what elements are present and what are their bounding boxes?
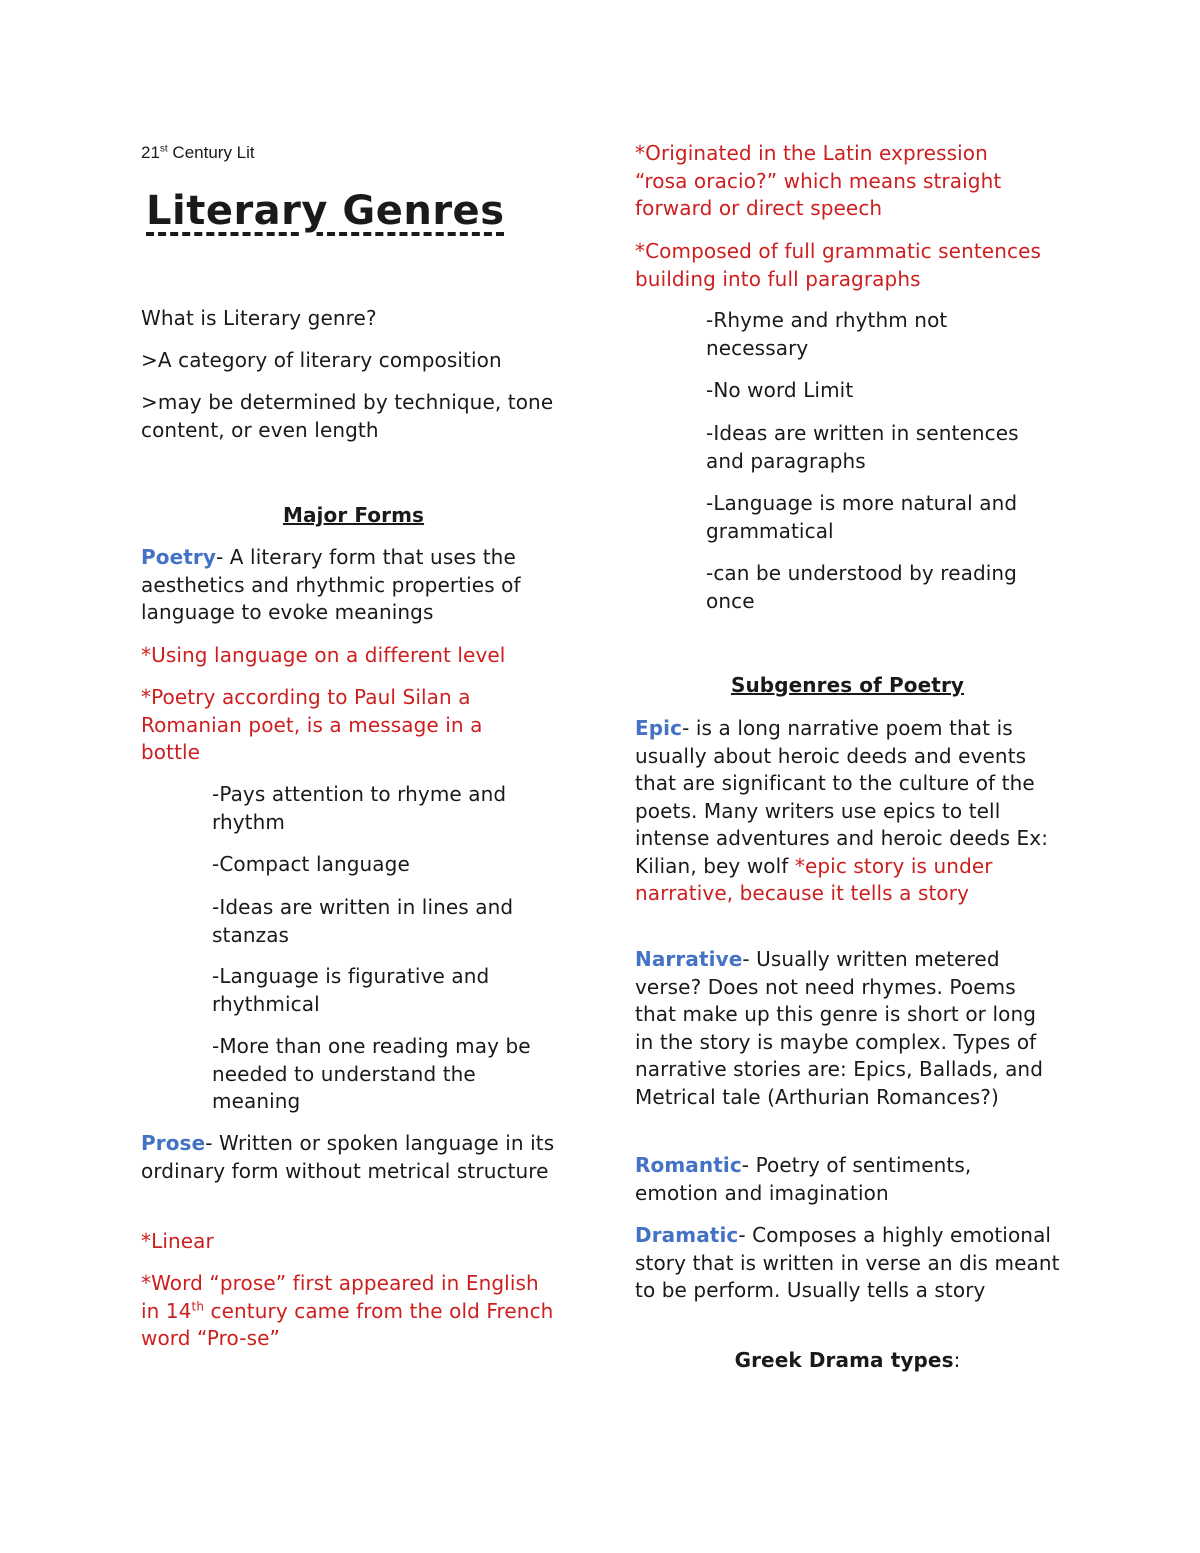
prose-item: -Language is more natural and grammatical xyxy=(706,491,1018,543)
epic-definition: Epic- is a long narrative poem that is usually about heroic deeds and events that are significant to the culture of the poets. Many writers use epics to tell intense adventures and heroic deeds Ex: Kilian, bey wolf *epic story is under narrative, because it tells a story xyxy=(635,716,1049,905)
epic-term: Epic xyxy=(635,716,683,740)
greek-drama-heading: Greek Drama types: xyxy=(734,1348,961,1372)
prose-item: -Ideas are written in sentences and paragraphs xyxy=(706,421,1019,473)
prose-term: Prose xyxy=(141,1131,206,1155)
poetry-item: -Pays attention to rhyme and rhythm xyxy=(212,782,507,834)
poetry-item: -Language is figurative and rhythmical xyxy=(212,964,490,1016)
narrative-term: Narrative xyxy=(635,947,743,971)
prose-grammar-note: *Composed of full grammatic sentences building into full paragraphs xyxy=(635,239,1042,291)
poetry-definition: Poetry- A literary form that uses the aesthetics and rhythmic properties of language to evoke meanings xyxy=(141,545,521,624)
major-forms-heading: Major Forms xyxy=(282,503,425,527)
poetry-term: Poetry xyxy=(141,545,217,569)
prose-note-2: *Word “prose” first appeared in English in 14th century came from the old French word “Pro-se” xyxy=(141,1271,554,1350)
poetry-note-1: *Using language on a different level xyxy=(141,643,506,667)
romantic-definition: Romantic- Poetry of sentiments, emotion and imagination xyxy=(635,1153,972,1205)
poetry-item: -More than one reading may be needed to understand the meaning xyxy=(212,1034,531,1113)
subgenres-heading: Subgenres of Poetry xyxy=(730,673,965,697)
page-title: Literary Genres xyxy=(146,188,505,234)
prose-origin-note: *Originated in the Latin expression “rosa oracio?” which means straight forward or direct speech xyxy=(635,141,1002,220)
narrative-definition: Narrative- Usually written metered verse? Does not need rhymes. Poems that make up this genre is short or long in the story is maybe complex. Types of narrative stories are: Epics, Ballads, and Metrical tale (Arthurian Romances?) xyxy=(635,947,1043,1109)
romantic-term: Romantic xyxy=(635,1153,742,1177)
answer-2: >may be determined by technique, tone content, or even length xyxy=(141,390,554,442)
epic-note: *epic story is under narrative, because it tells a story xyxy=(635,853,993,905)
course-label: 21st Century Lit xyxy=(141,143,255,162)
dramatic-definition: Dramatic- Composes a highly emotional story that is written in verse an dis meant to be perform. Usually tells a story xyxy=(635,1223,1060,1302)
question: What is Literary genre? xyxy=(141,306,377,330)
prose-definition: Prose- Written or spoken language in its ordinary form without metrical structure xyxy=(141,1131,555,1183)
prose-item: -can be understood by reading once xyxy=(706,561,1017,613)
prose-item: -No word Limit xyxy=(706,378,854,402)
poetry-item: -Compact language xyxy=(212,852,410,876)
prose-note-1: *Linear xyxy=(141,1229,214,1253)
poetry-note-2: *Poetry according to Paul Silan a Romanian poet, is a message in a bottle xyxy=(141,685,483,764)
answer-1: >A category of literary composition xyxy=(141,348,502,372)
dramatic-term: Dramatic xyxy=(635,1223,739,1247)
poetry-item: -Ideas are written in lines and stanzas xyxy=(212,895,514,947)
prose-item: -Rhyme and rhythm not necessary xyxy=(706,308,948,360)
